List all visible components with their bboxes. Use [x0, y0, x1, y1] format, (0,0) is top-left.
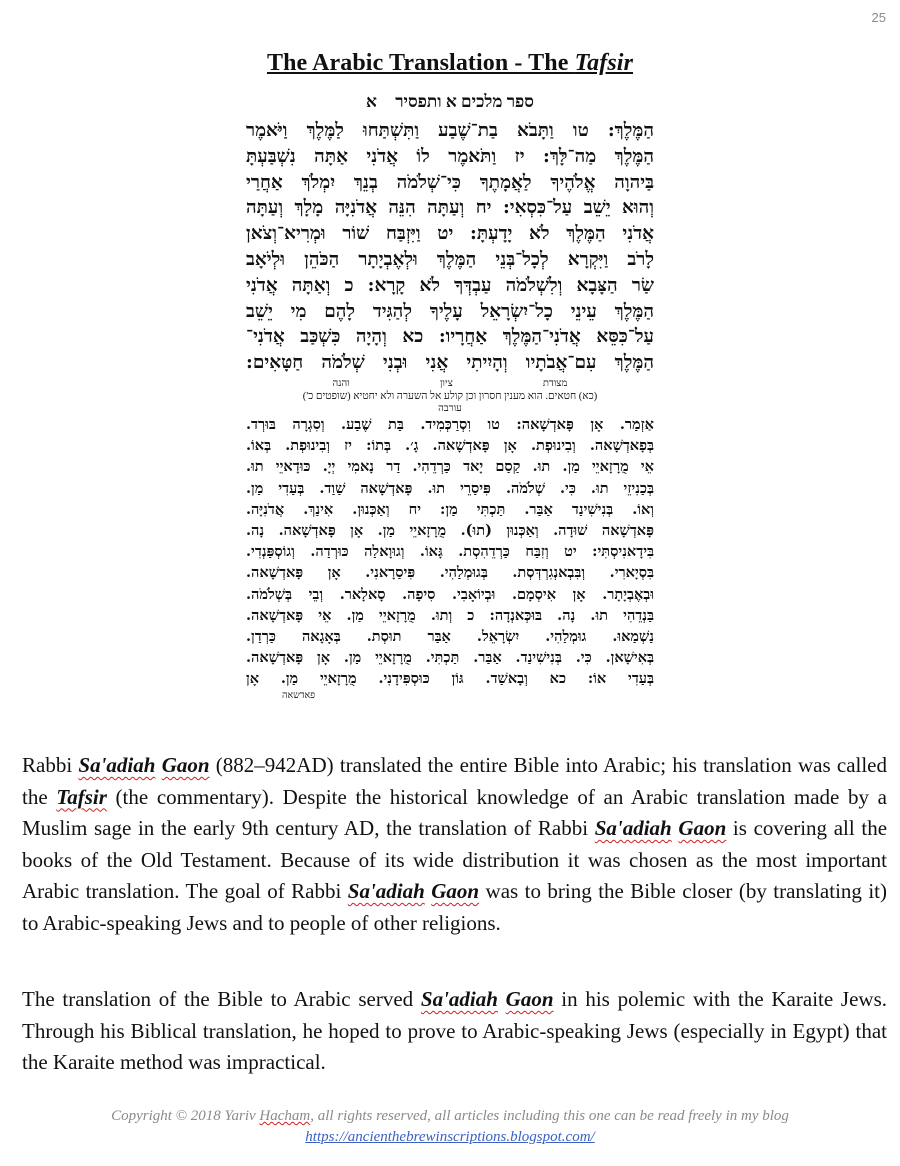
- tafsir-line: בְּכַנִיזֵי תוּ. כִּי. שְׁלֹמֹה. פִּיסַרֵי תוּ. פָּאדְשָׁאה שַׁוַד. בְּעַדִי מַן.: [246, 479, 654, 497]
- body-paragraph: [22, 750, 887, 939]
- verse-line: הַמֶּלֶךְ עִם־אֲבֹתָיו וְהָיִיתִי אֲנִי וּבְנִי שְׁלֹמֹה חַטָּאִים:: [246, 352, 654, 374]
- tafsir-line: וְאוֹ. בְּנִישִׁינַד אַבַּר. תַּכְתִּי מַן: יח וְאַכְּנוּן. אִינַךְ. אֲדֹנִיָּה.: [246, 500, 654, 518]
- hebrew-chapter-number: א: [366, 92, 377, 111]
- commentary-labels: [246, 378, 654, 389]
- verse-line: הַמֶּלֶךְ מַה־לָּךְ: יז וַתֹּאמֶר לוֹ אֲדֹנִי אַתָּה נִשְׁבַּעְתָּ: [246, 145, 654, 167]
- body-paragraph: [22, 984, 887, 1079]
- copyright-line: [0, 1106, 900, 1127]
- tafsir-line: וּבְאֶבְיָתָר. אָן אִיסְמָם. וּבְיוֹאָבִי. סִיפָה. סָאלָאר. וְבֵי בְּשְׁלֹמֹה.: [246, 585, 654, 603]
- paragraph-text: was to bring the Bible closer (by translating it) to Arabic-speaking Jews and to people of other religions.: [22, 879, 888, 935]
- verse-line: בַּיהוָה אֱלֹהֶיךָ לַאֲמָתֶךָ כִּי־שְׁלֹמֹה בְנֵךְ יִמְלֹךְ אַחֲרַי: [246, 171, 654, 193]
- paragraph-text: in his polemic with the Karaite Jews. Through his Biblical translation, he hoped to prove to Arabic-speaking Jews (especially in Egypt) that the Karaite method was impractical.: [22, 987, 887, 1074]
- blog-link[interactable]: https://ancienthebrewinscriptions.blogspot.com/: [305, 1129, 595, 1145]
- name-highlight: Sa'adiah: [420, 987, 498, 1011]
- tafsir-line: בִּסְיָארִי. וְבִּבְאנְגִרְדְּסְת. בְּגוּמְלַהִי. פִּיסַרָאנִי. אָן פָּאדְשָׁאה.: [246, 564, 654, 582]
- copyright-text: Copyright © 2018 Yariv: [111, 1108, 260, 1124]
- footer: [0, 1106, 900, 1148]
- verse-line: הַמֶּלֶךְ עֵינֵי כָל־יִשְׂרָאֵל עָלֶיךָ לְהַגִּיד לָהֶם מִי יֵשֵׁב: [246, 300, 654, 322]
- tafsir-section-label: עורבה: [438, 402, 462, 414]
- paragraph-text: [498, 987, 506, 1011]
- paragraph-text: is covering all the books of the Old Testament. Because of its wide distribution it was chosen as the most important Arabic translation. The goal of Rabbi: [22, 816, 888, 903]
- name-highlight: Gaon: [678, 816, 727, 840]
- hebrew-header: [246, 92, 654, 112]
- name-highlight: Sa'adiah: [78, 753, 156, 777]
- title-text: The Arabic Translation - The: [266, 50, 575, 76]
- tafsir-line: נַשְׁמַאוּ. גוּמְלַהִי. יִשְׂרָאֵל. אַבַּר תוּסְת. בְּאָגָאה כַּרְדַן.: [246, 628, 654, 645]
- term-highlight: Tafsir: [56, 784, 107, 809]
- name-highlight: Gaon: [505, 987, 554, 1011]
- verse-line: אֲדֹנִי הַמֶּלֶךְ לֹא יָדָעְתָּ: יט וַיִּזְבַּח שׁוֹר וּמְרִיא־וְצֹאן: [246, 223, 654, 245]
- catchword: פאדשאה: [282, 690, 316, 701]
- verse-line: לָרֹב וַיִּקְרָא לְכָל־בְּנֵי הַמֶּלֶךְ וּלְאֶבְיָתָר הַכֹּהֵן וּלְיֹאָב: [246, 248, 654, 270]
- tafsir-line: בִּידָאנִיסְתִּי: יט וְזִבַּח כַּרְדֵהִסְת. גָּאוֹ. וְגוּוָאלַה כּוּרְדַה. וְגוֹסְפַּנְדִי.: [246, 543, 654, 561]
- name-highlight: Gaon: [431, 879, 480, 903]
- verse-line: הַמֶּלֶךְ: טו וַתָּבֹא בַת־שֶׁבַע וַתִּשְׁתַּחוּ לַמֶּלֶךְ וַיֹּאמֶר: [246, 120, 654, 141]
- tafsir-line: אַזְמַר. אָן פָּאדְשָׁאה: טו וִסְרַכְּמִיד. בַּת שֶׁבַע. וְסִגְרָה בּוּרְד.: [246, 415, 654, 433]
- paragraph-text: Rabbi: [22, 753, 79, 777]
- commentary-label: ציון: [439, 377, 453, 389]
- name-highlight: Sa'adiah: [347, 879, 425, 903]
- paragraph-text: The translation of the Bible to Arabic served: [22, 987, 421, 1011]
- paragraph-text: (882–942AD) translated the entire Bible into Arabic; his translation was called the: [22, 753, 888, 809]
- name-highlight: Gaon: [161, 753, 210, 777]
- commentary-label: מצודת: [542, 377, 568, 389]
- author-name: Hacham: [259, 1108, 311, 1124]
- tafsir-line: בְּאִישָׁאן. כִּי. בְּנִישִׁינַד. אַבַּר. תַּכְתִּי. מֻרָזָאיֵי מַן. אָן פָּאדְשָׁאה.: [246, 649, 654, 667]
- commentary-note: (כא) חטאים. הוא מענין חסרון וכן קולע אל השערה ולא יחטיא (שופטים כ'): [302, 390, 598, 402]
- page-title: [0, 50, 900, 77]
- verse-line: עַל־כִּסֵּא אֲדֹנִי־הַמֶּלֶךְ אַחֲרָיו: כא וְהָיָה כִּשְׁכַּב אֲדֹנִי־: [246, 326, 654, 348]
- tafsir-line: בְּעַדִי אוֹ: כא וְבָאשַׁד. גּוֹן כּוּסְפִּידָנִי. מֻרָזָאיֵי מַן. אָן: [246, 670, 654, 688]
- tafsir-line: פָּאדְשָׁאה שׁוּדָה. וְאַכְּנוּן (תוּ). מֻרָזָאיֵי מַן. אָן פָּאדְשָׁאה. נָה.: [246, 521, 654, 539]
- copyright-text: , all rights reserved, all articles including this one can be read freely in my blog: [310, 1108, 789, 1124]
- title-italic: Tafsir: [574, 50, 634, 76]
- tafsir-line: אֵי מֻרָזָאיֵי מַן. תוּ. קַסַם יָאד כַּרְדֵהִי. דַר נָאמִי יְיָ. כּוּדָאיֵי תוּ.: [246, 458, 654, 476]
- hebrew-verses: [246, 118, 654, 376]
- commentary-label: והנה: [332, 377, 350, 389]
- hebrew-book-title: ספר מלכים א ותפסיר: [395, 92, 534, 111]
- tafsir-line: בַּנְדֵהִי תוּ. נָה. בּוּכְּאנְדָה: כ וְתוּ. מֻרָזָאיֵי מַן. אֵי פָּאדְשָׁאה.: [246, 606, 654, 624]
- verse-line: שַׂר הַצָּבָא וְלִשְׁלֹמֹה עַבְדְּךָ לֹא קָרָא: כ וְאַתָּה אֲדֹנִי: [246, 274, 654, 296]
- paragraph-text: (the commentary). Despite the historical knowledge of an Arabic translation made by a Muslim sage in the early 9th century AD, the translation of Rabbi: [22, 784, 887, 840]
- tafsir-lines: [246, 414, 654, 690]
- hebrew-text-image: [246, 92, 654, 712]
- tafsir-line: בְּפָאדְשָׁאה. וְבִינוּפְת. אָן פָּאדְשָׁאה. גָ׳. בְּתוֹ: יז וְבִינוּפְת. בְּאוֹ.: [246, 437, 654, 455]
- verse-line: וְהוּא יֵשֵׁב עַל־כִּסְאִי: יח וְעַתָּה הִנֵּה אֲדֹנִיָּה מָלָךְ וְעַתָּה: [246, 197, 654, 219]
- page-number: 25: [871, 10, 886, 25]
- name-highlight: Sa'adiah: [594, 816, 672, 840]
